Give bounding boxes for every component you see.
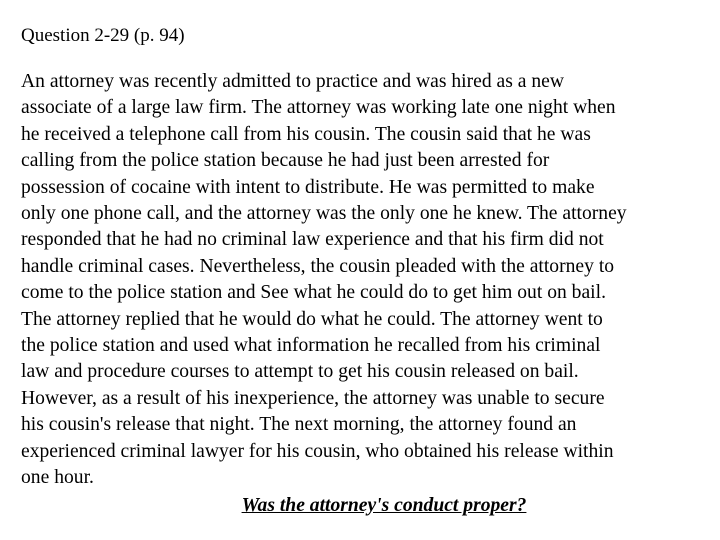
paragraph-line: calling from the police station because he had just been arrested for [21, 150, 550, 172]
paragraph-line: associate of a large law firm. The attorney was working late one night when [21, 97, 616, 119]
question-body [21, 69, 711, 519]
paragraph-line: possession of cocaine with intent to distribute. He was permitted to make [21, 176, 595, 198]
paragraph-line: one hour. [21, 467, 94, 489]
paragraph-line: handle criminal cases. Nevertheless, the cousin pleaded with the attorney to [21, 255, 615, 277]
paragraph-line: responded that he had no criminal law experience and that his firm did not [21, 229, 604, 251]
question-heading: Question 2-29 (p. 94) [21, 25, 185, 46]
paragraph-line: experienced criminal lawyer for his cousin, who obtained his release within [21, 440, 614, 462]
paragraph-line: An attorney was recently admitted to practice and was hired as a new [21, 71, 564, 92]
paragraph-line: only one phone call, and the attorney was the only one he knew. The attorney [21, 203, 627, 225]
paragraph-line: law and procedure courses to attempt to get his cousin released on bail. [21, 361, 579, 383]
question-prompt: Was the attorney's conduct proper? [241, 494, 527, 516]
paragraph-line: The attorney replied that he would do what he could. The attorney went to [21, 308, 603, 330]
paragraph-line: his cousin's release that night. The next morning, the attorney found an [21, 414, 577, 436]
paragraph-line: However, as a result of his inexperience, the attorney was unable to secure [21, 387, 605, 409]
paragraph-line: he received a telephone call from his cousin. The cousin said that he was [21, 123, 591, 145]
paragraph-line: come to the police station and See what he could do to get him out on bail. [21, 282, 606, 304]
paragraph-line: the police station and used what information he recalled from his criminal [21, 335, 601, 357]
